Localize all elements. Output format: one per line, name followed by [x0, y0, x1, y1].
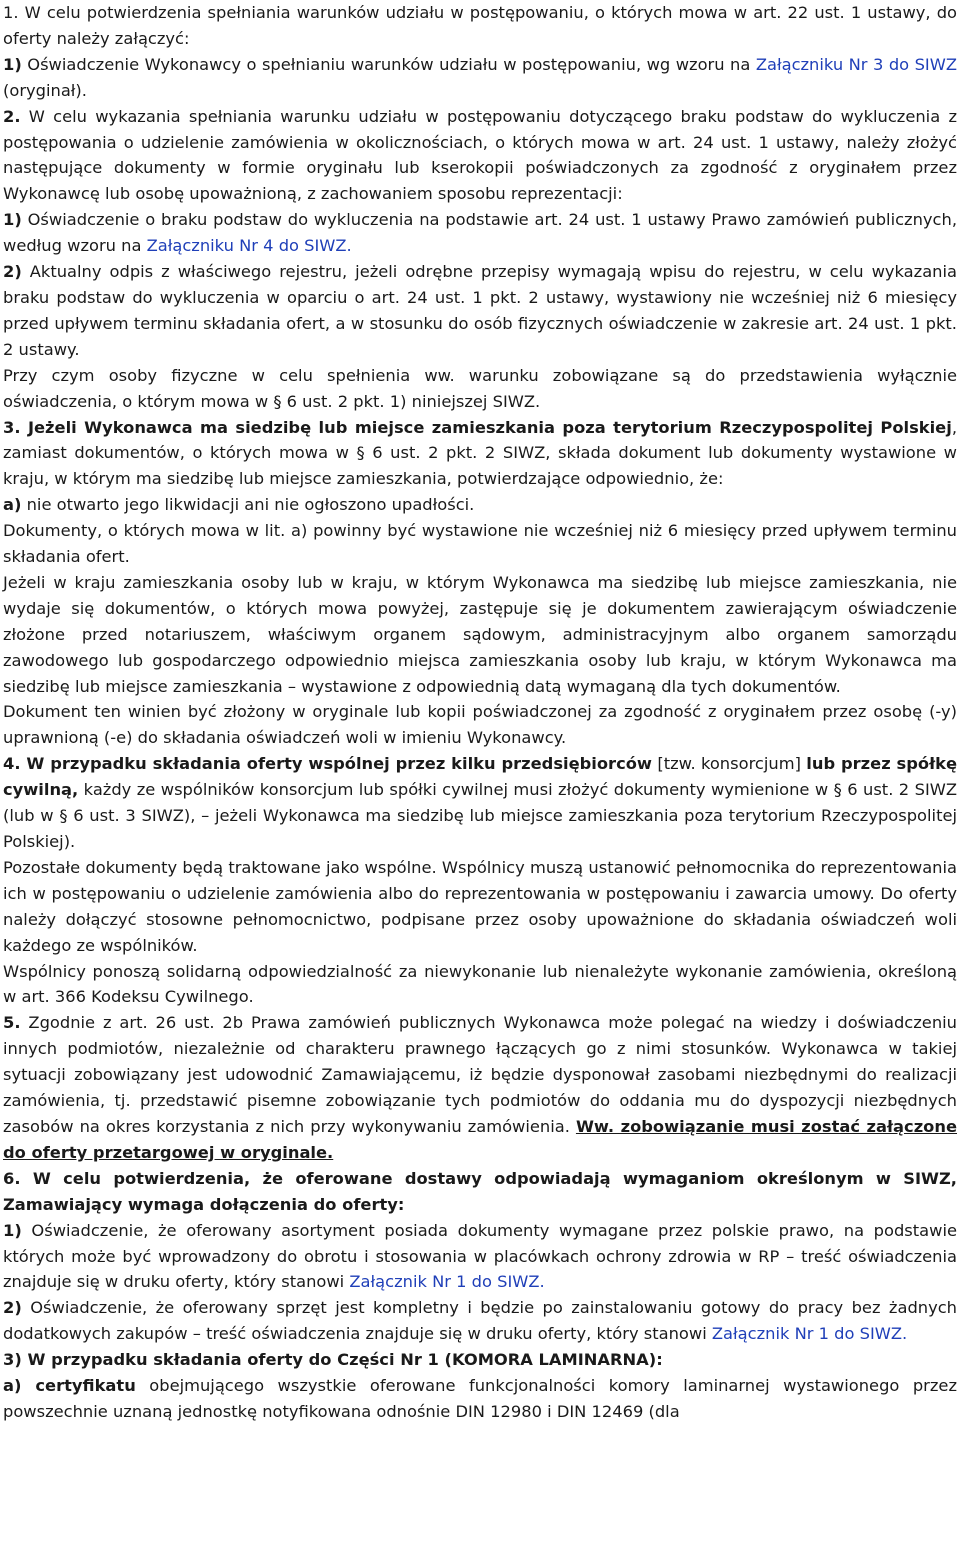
item-1-1 [3, 52, 957, 104]
obligation-underlined-1: Ww. zobowiązanie musi zostać załączone [575, 1116, 957, 1136]
item-6-2 [3, 1295, 957, 1347]
item-number: 1) [3, 1220, 22, 1240]
item-text: Aktualny odpis z właściwego rejestru, jeżeli odrębne przepisy wymagają wpisu do rejestru, w celu wykazania braku podstaw do wykluczenia w oparciu o art. 24 ust. 1 pkt. 2 ustawy, wystawiony nie wcześniej niż 6 miesięcy przed upływem terminu składania ofert, a w stosunku do osób fizycznych oświadczenie w zakresie art. 24 ust. 1 pkt. 2 ustawy. [3, 262, 957, 359]
item-3-a [3, 492, 957, 518]
section-1-intro [3, 0, 957, 52]
section-4 [3, 751, 957, 855]
note-text: Jeżeli w kraju zamieszkania osoby lub w kraju, w którym Wykonawca ma siedzibę lub miejsce zamieszkania, nie wydaje się dokumentów, o których mowa powyżej, zastępuje się je dokumentem zawierającym oświadczenie złożone przed notariuszem, właściwym organem sądowym, administracyjnym albo organem samorządu zawodowego lub gospodarczego odpowiednio miejsca zamieszkania osoby lub kraju, w którym Wykonawca ma siedzibę lub miejsce zamieszkania – wystawione z odpowiednią datą wymaganą dla tych dokumentów. [3, 572, 957, 696]
section-text-2: każdy ze wspólników konsorcjum lub spółki cywilnej musi złożyć dokumenty wymienione w § 6 ust. 2 SIWZ (lub w § 6 ust. 3 SIWZ), – jeżeli Wykonawca ma siedzibę lub miejsce zamieszkania poza terytorium Rzeczypospolitej Polskiej). [3, 780, 957, 851]
item-text: nie otwarto jego likwidacji ani nie ogłoszono upadłości. [21, 495, 475, 515]
item-number: 1) [3, 54, 22, 74]
item-text: Oświadczenie, że oferowany asortyment posiada dokumenty wymagane przez polskie prawo, na podstawie których może być wprowadzony do obrotu i stosowania w placówkach ochrony zdrowia w RP – treść oświadczenia znajduje się w druku oferty, który stanowi [3, 1220, 957, 1292]
attachment-1-link[interactable]: Załącznik Nr 1 do SIWZ. [349, 1272, 545, 1292]
item-2-2 [3, 259, 957, 363]
documents-deadline-note [3, 518, 957, 570]
section-number: 5. [3, 1013, 21, 1033]
section-2 [3, 104, 957, 208]
item-2-1 [3, 207, 957, 259]
note-text: Wspólnicy ponoszą solidarną odpowiedzialność za niewykonanie lub nienależyte wykonanie zamówienia, określoną w art. 366 Kodeksu Cywilnego. [3, 961, 957, 1007]
item-text: obejmującego wszystkie oferowane funkcjonalności komory laminarnej wystawionego przez powszechnie uznaną jednostkę notyfikowana odnośnie DIN 12980 i DIN 12469 (dla [3, 1376, 957, 1421]
note-text: Dokument ten winien być złożony w oryginale lub kopii poświadczonej za zgodność z oryginałem przez osobę (-y) uprawnioną (-e) do składania oświadczeń woli w imieniu Wykonawcy. [3, 702, 957, 748]
item-text: Oświadczenie Wykonawcy o spełnianiu warunków udziału w postępowaniu, wg wzoru na [21, 54, 756, 74]
section-number: 2. [3, 106, 21, 126]
section-text: Zgodnie z art. 26 ust. 2b Prawa zamówień publicznych Wykonawca może polegać na wiedzy i doświadczeniu innych podmiotów, niezależnie od charakteru prawnego łączących go z nimi stosunków. Wykonawca w takiej sytuacji zobowiązany jest udowodnić Zamawiającemu, iż będzie dysponował zasobami niezbędnymi do realizacji zamówienia, tj. przedstawić pisemne zobowiązanie tych podmiotów do oddania mu do dyspozycji niezbędnych zasobów na okres korzystania z nich przy wykonywaniu zamówienia. [3, 1013, 957, 1136]
section-text: , zamiast dokumentów, o których mowa w § 6 ust. 2 pkt. 2 SIWZ, składa dokument lub dokumenty wystawione w kraju, w którym ma siedzibę lub miejsce zamieszkania, potwierdzające odpowiednio, że: [3, 417, 957, 489]
item-text: Oświadczenie, że oferowany sprzęt jest kompletny i będzie po zainstalowaniu gotowy do pracy bez żadnych dodatkowych zakupów – treść oświadczenia znajduje się w druku oferty, który stanowi [3, 1298, 957, 1344]
section-heading: 4. W przypadku składania oferty wspólnej przez kilku przedsiębiorców [3, 754, 652, 774]
attachment-1-link-2[interactable]: Załącznik Nr 1 do SIWZ. [711, 1324, 908, 1344]
item-number: 2) [3, 1298, 22, 1318]
item-text: Oświadczenie o braku podstaw do wykluczenia na podstawie art. 24 ust. 1 ustawy Prawo zamówień publicznych, według wzoru na [3, 210, 957, 256]
document-page [3, 0, 957, 1425]
note-text: Przy czym osoby fizyczne w celu spełnienia ww. warunku zobowiązane są do przedstawienia wyłącznie oświadczenia, o którym mowa w § 6 ust. 2 pkt. 1) niniejszej SIWZ. [3, 365, 957, 411]
joint-documents-note [3, 855, 957, 959]
item-letter: a) [3, 495, 22, 515]
item-heading: a) certyfikatu [3, 1376, 136, 1396]
section-heading-2: lub przez spółkę cywilną, [3, 754, 957, 800]
original-or-copy-note [3, 699, 957, 751]
item-tail: (oryginał). [3, 80, 87, 100]
substitute-document-note [3, 570, 957, 700]
joint-liability-note [3, 959, 957, 1011]
attachment-3-link[interactable]: Załączniku Nr 3 do SIWZ [755, 54, 957, 74]
note-text: Pozostałe dokumenty będą traktowane jako wspólne. Wspólnicy muszą ustanowić pełnomocnika do reprezentowania ich w postępowaniu o udzielenie zamówienia albo do reprezentowania w postępowaniu i zawarcia umowy. Do oferty należy dołączyć stosowne pełnomocnictwo, podpisane przez osoby upoważnione do składania oświadczeń woli każdego ze wspólników. [3, 857, 957, 955]
section-heading: 6. W celu potwierdzenia, że oferowane dostawy odpowiadają wymaganiom określonym w SIWZ, Zamawiający wymaga dołączenia do oferty: [3, 1168, 957, 1214]
section-text: [tzw. konsorcjum] [651, 754, 807, 774]
item-6-3-a [3, 1373, 957, 1425]
section-number: 3. [3, 417, 21, 437]
section-1-text: 1. W celu potwierdzenia spełniania warunków udziału w postępowaniu, o których mowa w art. 22 ust. 1 ustawy, do oferty należy załączyć: [3, 3, 957, 48]
note-text: Dokumenty, o których mowa w lit. a) powinny być wystawione nie wcześniej niż 6 miesięcy przed upływem terminu składania ofert. [3, 521, 957, 567]
item-number: 1) [3, 210, 22, 230]
section-3 [3, 415, 957, 493]
section-6 [3, 1166, 957, 1218]
attachment-4-link[interactable]: Załączniku Nr 4 do SIWZ. [146, 236, 352, 256]
item-6-3-heading [3, 1347, 957, 1373]
obligation-underlined-2: do oferty przetargowej w oryginale. [3, 1142, 334, 1162]
item-heading: 3) W przypadku składania oferty do Części Nr 1 (KOMORA LAMINARNA): [3, 1350, 663, 1370]
section-text: W celu wykazania spełniania warunku udziału w postępowaniu dotyczącego braku podstaw do wykluczenia z postępowania o udzielenie zamówienia w okolicznościach, o których mowa w art. 24 ust. 1 ustawy, należy złożyć następujące dokumenty w formie oryginału lub kserokopii poświadczonych za zgodność z oryginałem przez Wykonawcę lub osobę upoważnioną, z zachowaniem sposobu reprezentacji: [3, 106, 957, 204]
item-6-1 [3, 1218, 957, 1296]
item-number: 2) [3, 262, 22, 282]
section-heading: Jeżeli Wykonawca ma siedzibę lub miejsce zamieszkania poza terytorium Rzeczypospolitej Polskiej [20, 417, 952, 437]
natural-persons-note [3, 363, 957, 415]
section-5 [3, 1010, 957, 1165]
